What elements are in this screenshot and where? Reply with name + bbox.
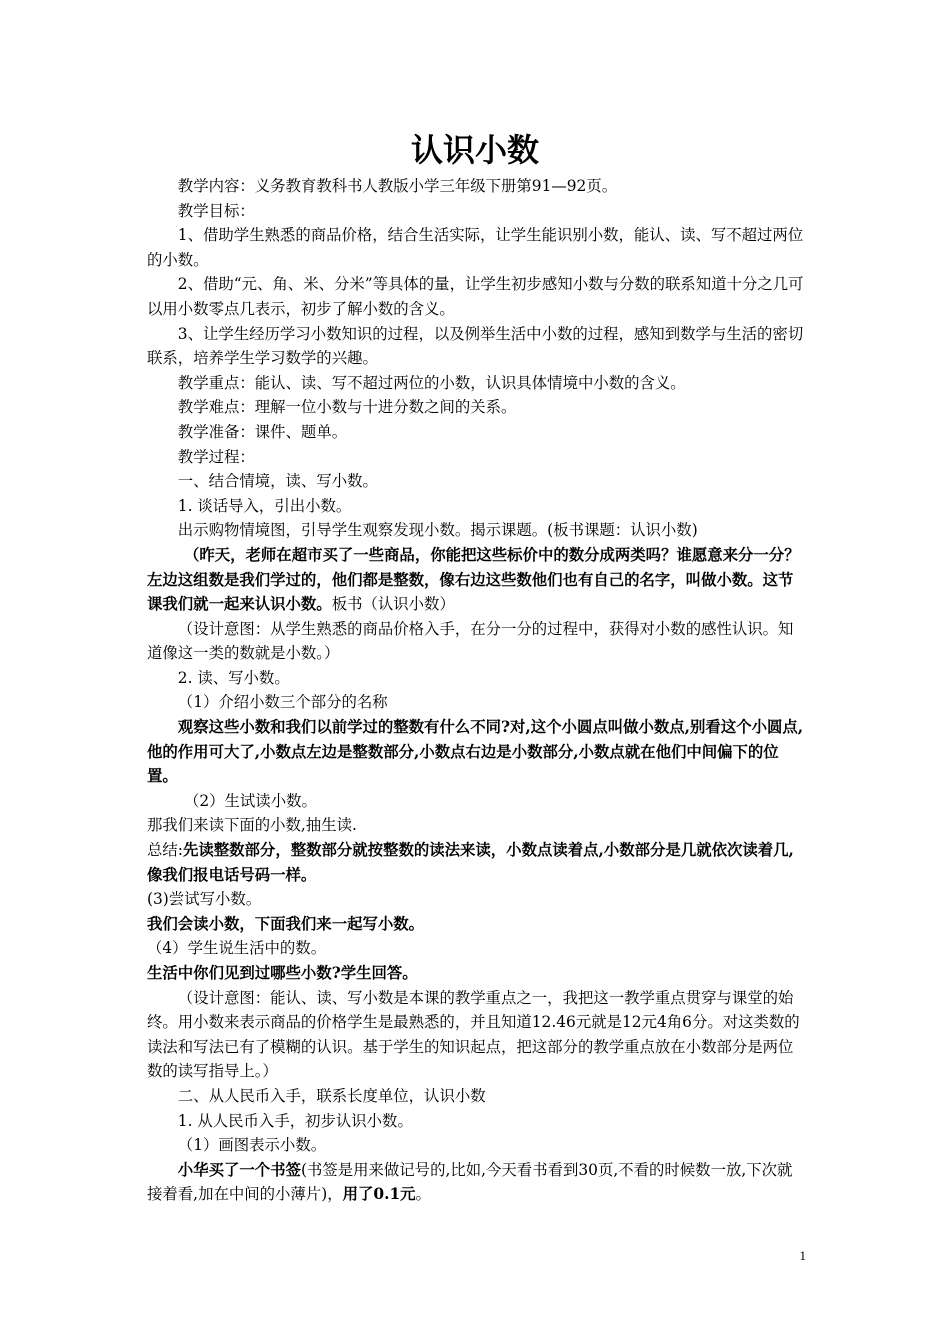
step-heading-1: （1）介绍小数三个部分的名称 [177,693,388,712]
subsection-heading-1-1: 1. 谈话导入，引出小数。 [177,496,352,515]
paragraph-dialogue-3: 我们会读小数，下面我们来一起写小数。 [147,914,425,933]
summary-text: 先读整数部分，整数部分就按整数的读法来读，小数点读着点,小数部分是几就依次读着几,像我们报电话号码一样。 [147,841,794,884]
step-heading-3: (3)尝试写小数。 [147,890,262,909]
bookmark-price: 用了0.1元 [342,1185,416,1204]
paragraph-goal-1: 1、借助学生熟悉的商品价格，结合生活实际，让学生能识别小数，能认、读、写不超过两位的小数。 [147,226,804,269]
page-number: 1 [799,1248,806,1263]
paragraph-bookmark [147,1158,807,1207]
paragraph-intro: 出示购物情境图，引导学生观察发现小数。揭示课题。(板书课题：认识小数) [177,521,698,540]
paragraph-teaching-goals-heading: 教学目标： [177,201,255,220]
document-body [147,174,807,1207]
subsection-heading-2-1: 1. 从人民币入手，初步认识小数。 [177,1111,413,1130]
paragraph-goal-2: 2、借助“元、角、米、分米”等具体的量，让学生初步感知小数与分数的联系知道十分之几可以用小数零点几表示，初步了解小数的含义。 [147,275,804,318]
board-note: 板书（认识小数） [331,595,455,614]
bookmark-end: 。 [415,1185,431,1204]
paragraph-process-heading: 教学过程： [177,447,255,466]
paragraph-preparation: 教学准备：课件、题单。 [177,422,348,441]
paragraph-design-intent-2: （设计意图：能认、读、写小数是本课的教学重点之一，我把这一教学重点贯穿与课堂的始终。用小数来表示商品的价格学生是最熟悉的，并且知道12.46元就是12元4角6分。对这类数的读法和写法已有了模糊的认识。基于学生的知识起点，把这部分的教学重点放在小数部分是两位数的读写指导上。） [147,988,800,1081]
step-heading-2: （2）生试读小数。 [183,791,317,810]
paragraph-key-points: 教学重点：能认、读、写不超过两位的小数，认识具体情境中小数的含义。 [177,373,686,392]
step-heading-4: （4）学生说生活中的数。 [147,939,327,958]
bookmark-explanation: (书签是用来做记号的,比如,今天看书看到30页,不看的时候数一放,下次就接着看,加在中间的小薄片)， [147,1160,793,1204]
paragraph-design-intent-1: （设计意图：从学生熟悉的商品价格入手，在分一分的过程中，获得对小数的感性认识。知道像这一类的数就是小数。） [147,619,794,663]
paragraph-summary [147,838,807,887]
section-heading-1: 一、结合情境，读、写小数。 [177,472,378,491]
paragraph-goal-3: 3、让学生经历学习小数知识的过程，以及例举生活中小数的过程，感知到数学与生活的密切联系，培养学生学习数学的兴趣。 [147,324,804,368]
paragraph-read-instruction: 那我们来读下面的小数,抽生读. [147,816,357,835]
subsection-heading-1-2: 2. 读、写小数。 [177,668,290,687]
page-title: 认识小数 [410,131,539,169]
dialogue-text: （昨天，老师在超市买了一些商品，你能把这些标价中的数分成两类吗？谁愿意来分一分？左边这组数是我们学过的，他们都是整数，像右边这些数他们也有自己的名字，叫做小数。这节课我们就一起来认识小数。 [147,545,800,614]
bookmark-lead: 小华买了一个书签 [177,1160,301,1179]
paragraph-dialogue-1 [147,543,807,617]
paragraph-dialogue-4: 生活中你们见到过哪些小数?学生回答。 [147,964,418,982]
summary-label: 总结: [147,841,183,860]
paragraph-difficulties: 教学难点：理解一位小数与十进分数之间的关系。 [177,398,517,417]
paragraph-teaching-content: 教学内容：义务教育教科书人教版小学三年级下册第91—92页。 [177,177,618,195]
paragraph-dialogue-2: 观察这些小数和我们以前学过的整数有什么不同?对,这个小圆点叫做小数点,别看这个小圆点,他的作用可大了,小数点左边是整数部分,小数点右边是小数部分,小数点就在他们中间偏下的位置。 [147,718,804,786]
step-heading-2-1: （1）画图表示小数。 [177,1136,327,1155]
section-heading-2: 二、从人民币入手，联系长度单位，认识小数 [177,1086,486,1105]
